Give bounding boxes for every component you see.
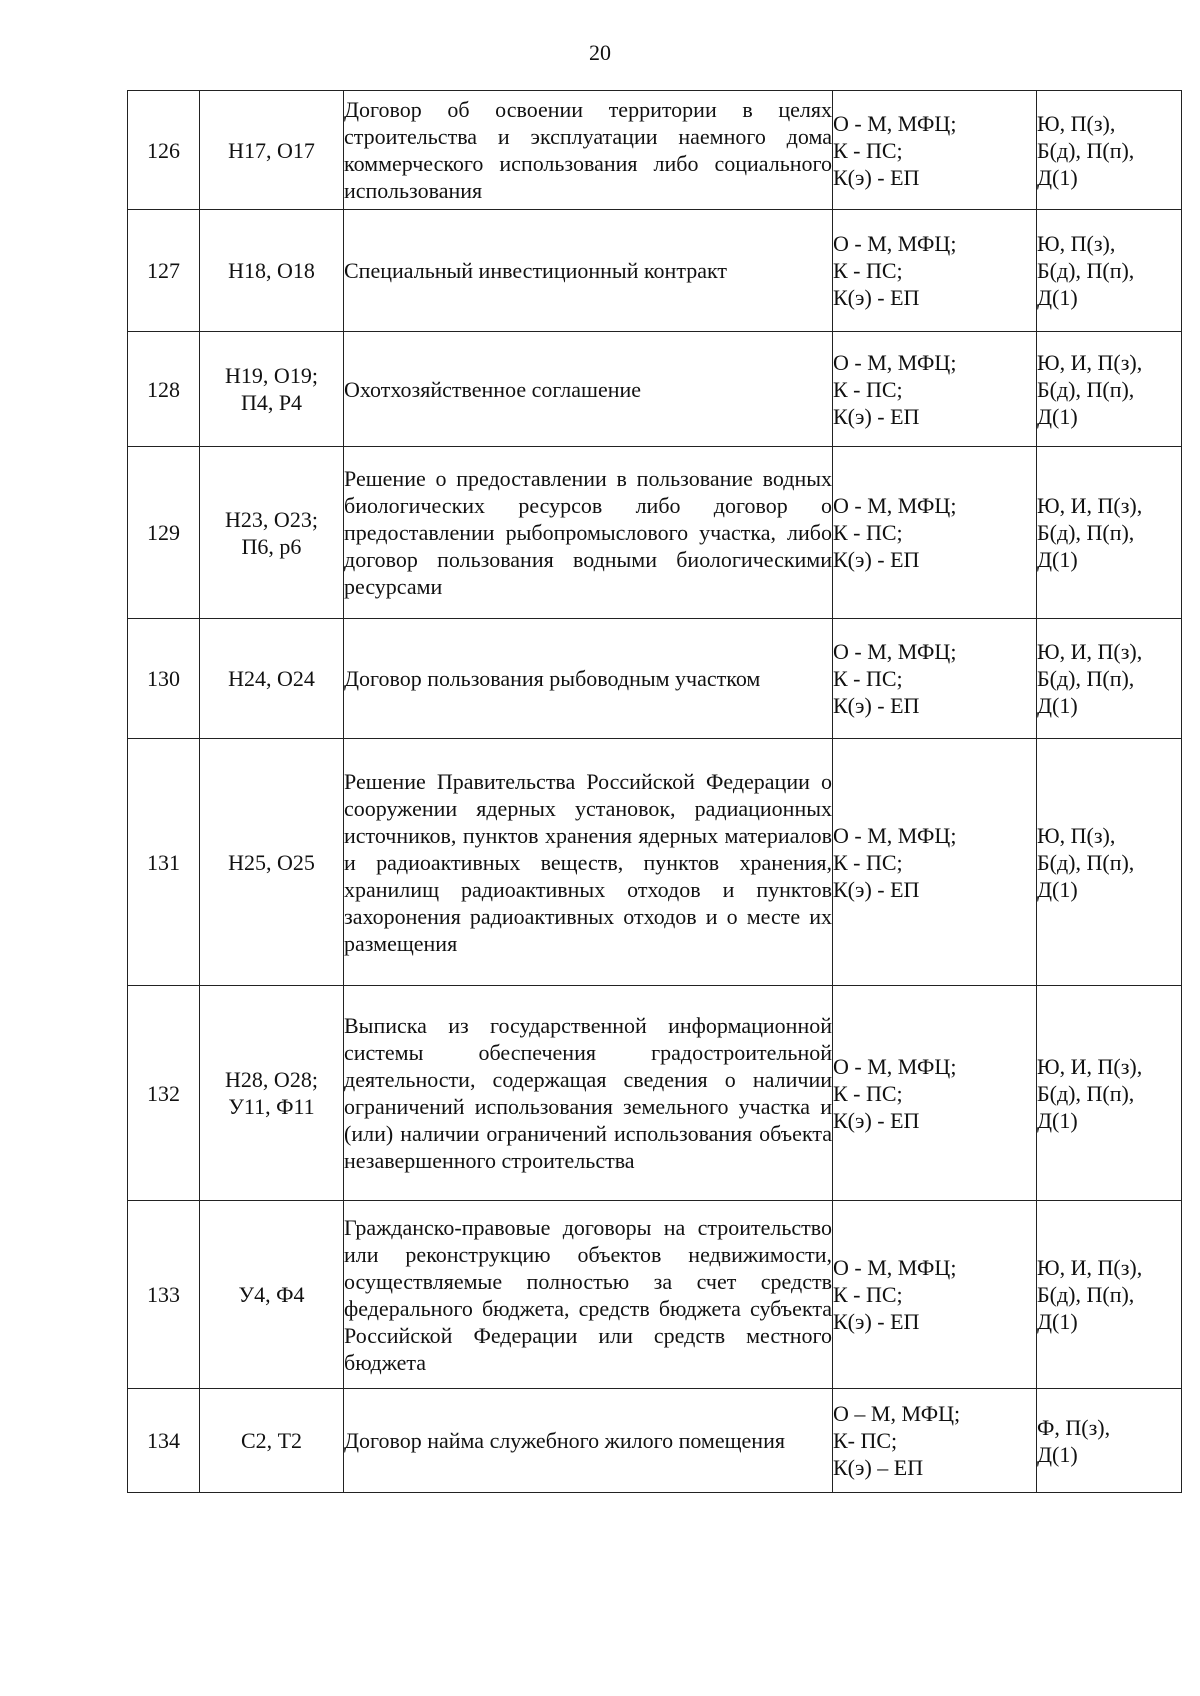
code-line: Н28, О28; [225, 1067, 318, 1092]
row-codes [200, 447, 344, 619]
contact-line: К(э) - ЕП [833, 876, 920, 902]
docs-line: Д(1) [1037, 693, 1078, 718]
row-description: Охотхозяйственное соглашение [344, 332, 833, 447]
contact-line: К- ПС; [833, 1428, 898, 1453]
docs-line: Ю, И, П(з), [1037, 493, 1143, 518]
contact-line: К(э) – ЕП [833, 1455, 924, 1480]
row-codes [200, 1389, 344, 1493]
row-docs [1037, 447, 1182, 619]
docs-line: Б(д), П(п), [1037, 1282, 1135, 1307]
docs-line: Ю, И, П(з), [1037, 639, 1143, 664]
contact-line: О - М, МФЦ; [833, 349, 957, 375]
row-number: 130 [128, 619, 200, 739]
row-codes [200, 1201, 344, 1389]
contact-line: К(э) - ЕП [833, 403, 920, 429]
table-row [128, 1389, 1182, 1493]
row-codes [200, 739, 344, 986]
contact-line: К - ПС; [833, 666, 903, 691]
row-contact [833, 619, 1037, 739]
code-line: У11, Ф11 [228, 1094, 315, 1119]
row-number: 134 [128, 1389, 200, 1493]
contact-line: К - ПС; [833, 376, 903, 402]
table-row [128, 986, 1182, 1201]
docs-line: Б(д), П(п), [1037, 849, 1135, 875]
code-line: Н25, О25 [228, 849, 315, 875]
code-line: Н24, О24 [228, 666, 315, 691]
row-description: Решение о предоставлении в пользование водных биологических ресурсов либо договор о предоставлении рыбопромыслового участка, либо договор пользования водными биологическими ресурсами [344, 447, 833, 619]
contact-line: О – М, МФЦ; [833, 1401, 961, 1426]
docs-line: Б(д), П(п), [1037, 520, 1135, 545]
docs-line: Ю, П(з), [1037, 231, 1116, 256]
contact-line: К(э) - ЕП [833, 285, 920, 310]
row-docs [1037, 619, 1182, 739]
table-row [128, 447, 1182, 619]
row-contact [833, 91, 1037, 210]
row-docs [1037, 210, 1182, 332]
docs-line: Б(д), П(п), [1037, 666, 1135, 691]
docs-line: Б(д), П(п), [1037, 376, 1135, 402]
contact-line: О - М, МФЦ; [833, 1053, 957, 1079]
row-description: Договор найма служебного жилого помещения [344, 1389, 833, 1493]
code-line: Н19, О19; [225, 363, 318, 388]
row-codes [200, 91, 344, 210]
docs-line: Д(1) [1037, 1441, 1078, 1467]
services-table [127, 90, 1182, 1493]
row-docs [1037, 1389, 1182, 1493]
code-line: С2, Т2 [240, 1428, 303, 1453]
row-codes [200, 210, 344, 332]
row-description: Специальный инвестиционный контракт [344, 210, 833, 332]
row-contact [833, 739, 1037, 986]
row-codes [200, 332, 344, 447]
table-row [128, 210, 1182, 332]
code-line: Н23, О23; [225, 506, 318, 532]
row-number: 127 [128, 210, 200, 332]
docs-line: Д(1) [1037, 876, 1078, 902]
row-docs [1037, 91, 1182, 210]
contact-line: К - ПС; [833, 520, 903, 545]
row-number: 129 [128, 447, 200, 619]
table-row [128, 91, 1182, 210]
code-line: Н17, О17 [228, 137, 315, 163]
code-line: П6, р6 [241, 533, 302, 559]
row-contact [833, 1201, 1037, 1389]
docs-line: Ю, И, П(з), [1037, 1255, 1143, 1280]
contact-line: К - ПС; [833, 1080, 903, 1106]
docs-line: Д(1) [1037, 1309, 1078, 1334]
contact-line: К - ПС; [833, 849, 903, 875]
table-row [128, 619, 1182, 739]
table-row [128, 739, 1182, 986]
row-number: 132 [128, 986, 200, 1201]
contact-line: К(э) - ЕП [833, 1107, 920, 1133]
row-contact [833, 447, 1037, 619]
row-docs [1037, 332, 1182, 447]
row-codes [200, 619, 344, 739]
contact-line: К(э) - ЕП [833, 693, 920, 718]
row-contact [833, 332, 1037, 447]
row-description: Решение Правительства Российской Федерации о сооружении ядерных установок, радиационных источников, пунктов хранения ядерных материалов и радиоактивных веществ, пунктов хранения, хранилищ радиоактивных отходов и пунктов захоронения радиоактивных отходов и о месте их размещения [344, 739, 833, 986]
row-contact [833, 986, 1037, 1201]
docs-line: Д(1) [1037, 164, 1078, 190]
docs-line: Ю, И, П(з), [1037, 349, 1143, 375]
docs-line: Д(1) [1037, 285, 1078, 310]
row-number: 133 [128, 1201, 200, 1389]
docs-line: Ф, П(з), [1037, 1414, 1111, 1440]
code-line: П4, Р4 [240, 390, 303, 415]
contact-line: К(э) - ЕП [833, 164, 920, 190]
contact-line: О - М, МФЦ; [833, 822, 957, 848]
row-docs [1037, 986, 1182, 1201]
docs-line: Б(д), П(п), [1037, 137, 1135, 163]
row-description: Договор об освоении территории в целях строительства и эксплуатации наемного дома коммерческого использования либо социального использования [344, 91, 833, 210]
row-number: 126 [128, 91, 200, 210]
docs-line: Б(д), П(п), [1037, 258, 1135, 283]
row-description: Договор пользования рыбоводным участком [344, 619, 833, 739]
contact-line: О - М, МФЦ; [833, 110, 957, 136]
docs-line: Ю, И, П(з), [1037, 1053, 1143, 1079]
code-line: У4, Ф4 [238, 1282, 305, 1307]
row-description: Выписка из государственной информационной системы обеспечения градостроительной деятельности, содержащая сведения о наличии ограничений использования земельного участка и (или) наличии ограничений использования объекта незавершенного строительства [344, 986, 833, 1201]
docs-line: Д(1) [1037, 1107, 1078, 1133]
row-description: Гражданско-правовые договоры на строительство или реконструкцию объектов недвижимости, осуществляемые полностью за счет средств федерального бюджета, средств бюджета субъекта Российской Федерации или средств местного бюджета [344, 1201, 833, 1389]
row-number: 128 [128, 332, 200, 447]
contact-line: К(э) - ЕП [833, 1309, 920, 1334]
docs-line: Б(д), П(п), [1037, 1080, 1135, 1106]
contact-line: К - ПС; [833, 137, 903, 163]
contact-line: О - М, МФЦ; [833, 1255, 957, 1280]
docs-line: Ю, П(з), [1037, 822, 1116, 848]
contact-line: К - ПС; [833, 258, 903, 283]
docs-line: Д(1) [1037, 547, 1078, 572]
docs-line: Ю, П(з), [1037, 110, 1116, 136]
row-number: 131 [128, 739, 200, 986]
contact-line: К - ПС; [833, 1282, 903, 1307]
table-row [128, 332, 1182, 447]
row-docs [1037, 739, 1182, 986]
row-codes [200, 986, 344, 1201]
contact-line: О - М, МФЦ; [833, 231, 957, 256]
page-number: 20 [589, 40, 611, 65]
row-docs [1037, 1201, 1182, 1389]
docs-line: Д(1) [1037, 403, 1078, 429]
code-line: Н18, О18 [228, 258, 315, 283]
contact-line: К(э) - ЕП [833, 547, 920, 572]
contact-line: О - М, МФЦ; [833, 493, 957, 518]
row-contact [833, 1389, 1037, 1493]
table-row [128, 1201, 1182, 1389]
contact-line: О - М, МФЦ; [833, 639, 957, 664]
row-contact [833, 210, 1037, 332]
